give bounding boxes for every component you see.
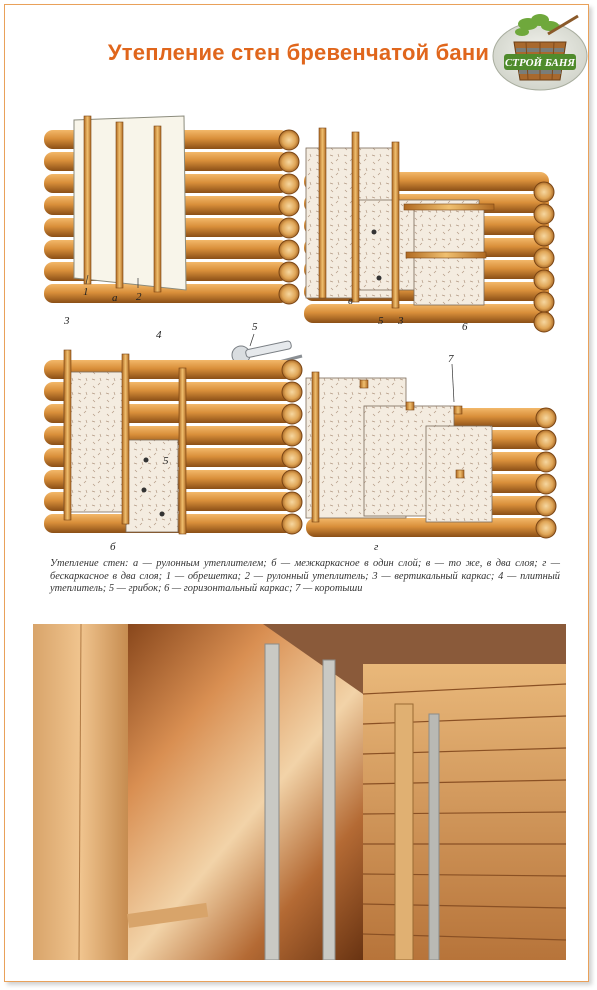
callout-7: 7 <box>448 353 454 365</box>
vertical-frame <box>179 368 186 534</box>
spacer-block <box>406 402 414 410</box>
vertical-frame <box>312 372 319 522</box>
panel-letter-v: в <box>348 295 353 307</box>
callout-4: 4 <box>156 329 162 341</box>
metal-profile <box>323 660 335 960</box>
panel-letter-b: б <box>110 541 116 550</box>
spacer-block <box>456 470 464 478</box>
horizontal-frame <box>406 252 486 258</box>
panel-a-rolled-insulation <box>44 116 299 304</box>
slab-insulation <box>64 372 124 512</box>
vertical-frame <box>122 354 129 524</box>
panel-g-frameless-two-layer <box>306 353 556 550</box>
slab-insulation <box>126 440 178 532</box>
horizontal-frame <box>404 204 494 210</box>
vertical-frame <box>392 142 399 308</box>
metal-profile <box>265 644 279 960</box>
callout-1: 1 <box>83 286 89 298</box>
vertical-frame <box>319 128 326 298</box>
logo-text: СТРОЙ БАНЯ <box>504 57 576 69</box>
logo <box>488 8 592 94</box>
page-title: Утепление стен бревенчатой бани <box>107 40 490 65</box>
foil-insulation-photo <box>33 624 566 960</box>
vertical-frame <box>352 132 359 302</box>
metal-profile <box>429 714 439 960</box>
callout-2: 2 <box>136 291 142 303</box>
batten <box>116 122 123 288</box>
callout-5: 5 <box>163 455 169 467</box>
spacer-block <box>454 406 462 414</box>
wall-insulation-diagram <box>34 110 569 550</box>
panel-letter-g: г <box>374 541 379 550</box>
bath-bucket-with-broom-icon <box>493 14 587 90</box>
wooden-batten <box>395 704 413 960</box>
vertical-frame <box>64 350 71 520</box>
callout-5: 5 <box>378 315 384 327</box>
callout-6: 6 <box>462 321 468 333</box>
callout-3: 3 <box>64 315 70 327</box>
fastener-callout: 5 <box>252 321 258 333</box>
figure-caption: Утепление стен: а — рулонным утеплителем; б — межкаркасное в один слой; в — то же, в два слоя; г — бескаркасное в два слоя; 1 — обрешетка; 2 — рулонный утеплитель; 3 — вертикальный каркас; 4 — плитный утеплитель; 5 — грибок; 6 — горизонтальный каркас; 7 — коротыши <box>50 558 560 595</box>
batten <box>154 126 161 292</box>
callout-3: 3 <box>398 315 404 327</box>
spacer-block <box>360 380 368 388</box>
batten <box>84 116 91 284</box>
panel-v-two-layer-frame <box>304 128 554 333</box>
panel-letter-a: а <box>112 292 118 304</box>
